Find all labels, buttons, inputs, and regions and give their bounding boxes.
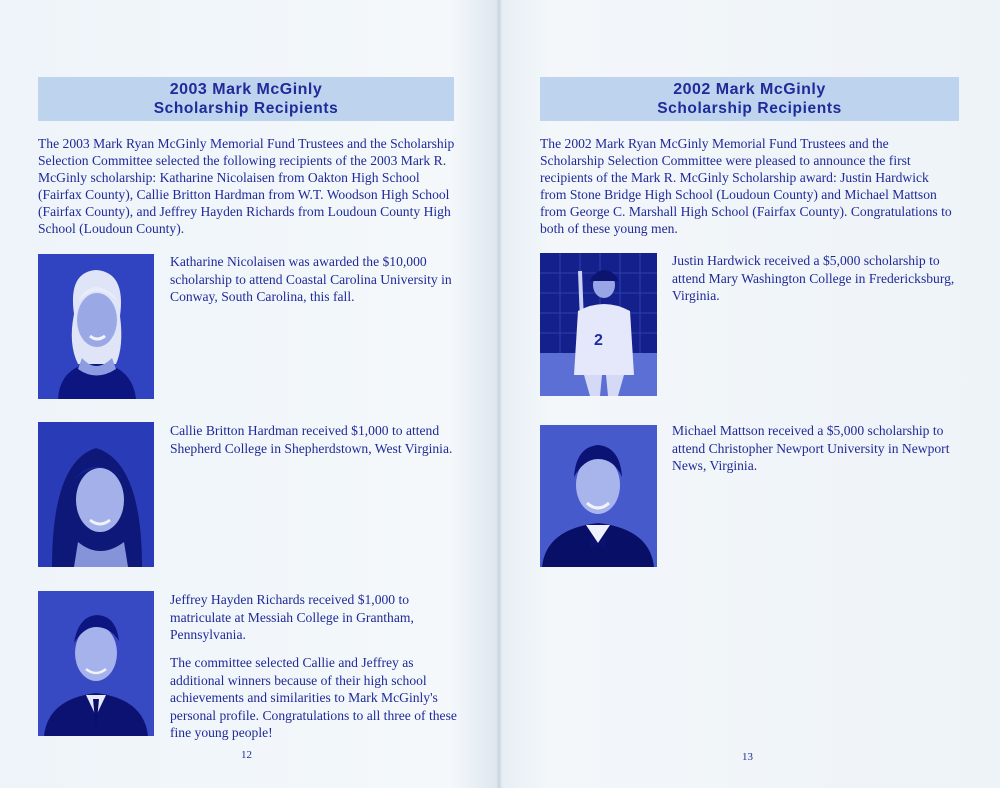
callie-photo: [38, 422, 154, 567]
michael-photo: [540, 425, 657, 567]
katharine-caption: Katharine Nicolaisen was awarded the $10,000 scholarship to attend Coastal Carolina University in Conway, South Carolina, this fall.: [170, 254, 452, 304]
michael-caption: Michael Mattson received a $5,000 scholarship to attend Christopher Newport University in Newport News, Virginia.: [672, 423, 950, 473]
right-page-number: 13: [742, 751, 753, 763]
left-heading-banner: [38, 77, 454, 121]
right-intro-text: The 2002 Mark Ryan McGinly Memorial Fund Trustees and the Scholarship Selection Committee were pleased to announce the first recipients of the Mark R. McGinly Scholarship award: Justin Hardwick from Stone Bridge High School (Loudoun County) and Michael Mattson from George C. Marshall High School (Fairfax County). Congratulations to both of these young men.: [540, 136, 952, 236]
left-closing-text: The committee selected Callie and Jeffrey as additional winners because of their high school achievements and similarities to Mark McGinly's personal profile. Congratulations to all three of these fine young people!: [170, 655, 457, 740]
left-heading-line2: Scholarship Recipients: [153, 100, 339, 117]
justin-caption: Justin Hardwick received a $5,000 scholarship to attend Mary Washington College in Fredericksburg, Virginia.: [672, 253, 955, 303]
right-heading-line1: 2002 Mark McGinly: [673, 81, 826, 98]
justin-photo: [540, 253, 657, 396]
left-page-number: 12: [241, 749, 252, 761]
callie-caption: Callie Britton Hardman received $1,000 to attend Shepherd College in Shepherdstown, West Virginia.: [170, 423, 453, 456]
right-heading-banner: [540, 77, 959, 121]
jeffrey-caption: Jeffrey Hayden Richards received $1,000 to matriculate at Messiah College in Grantham, Pennsylvania.: [170, 592, 414, 642]
left-heading-line1: 2003 Mark McGinly: [169, 81, 323, 98]
svg-text:2: 2: [594, 332, 603, 349]
katharine-photo: [38, 254, 154, 399]
right-heading-line2: Scholarship Recipients: [657, 100, 842, 117]
left-intro-text: The 2003 Mark Ryan McGinly Memorial Fund Trustees and the Scholarship Selection Committee selected the following recipients of the 2003 Mark R. McGinly scholarship: Katharine Nicolaisen from Oakton High School (Fairfax County), Callie Britton Hardman from W.T. Woodson High School (Fairfax County), and Jeffrey Hayden Richards from Loudoun County High School (Loudoun County).: [38, 136, 455, 236]
left-page: [0, 0, 496, 788]
right-page: [502, 0, 1000, 788]
jeffrey-photo: [38, 591, 154, 736]
